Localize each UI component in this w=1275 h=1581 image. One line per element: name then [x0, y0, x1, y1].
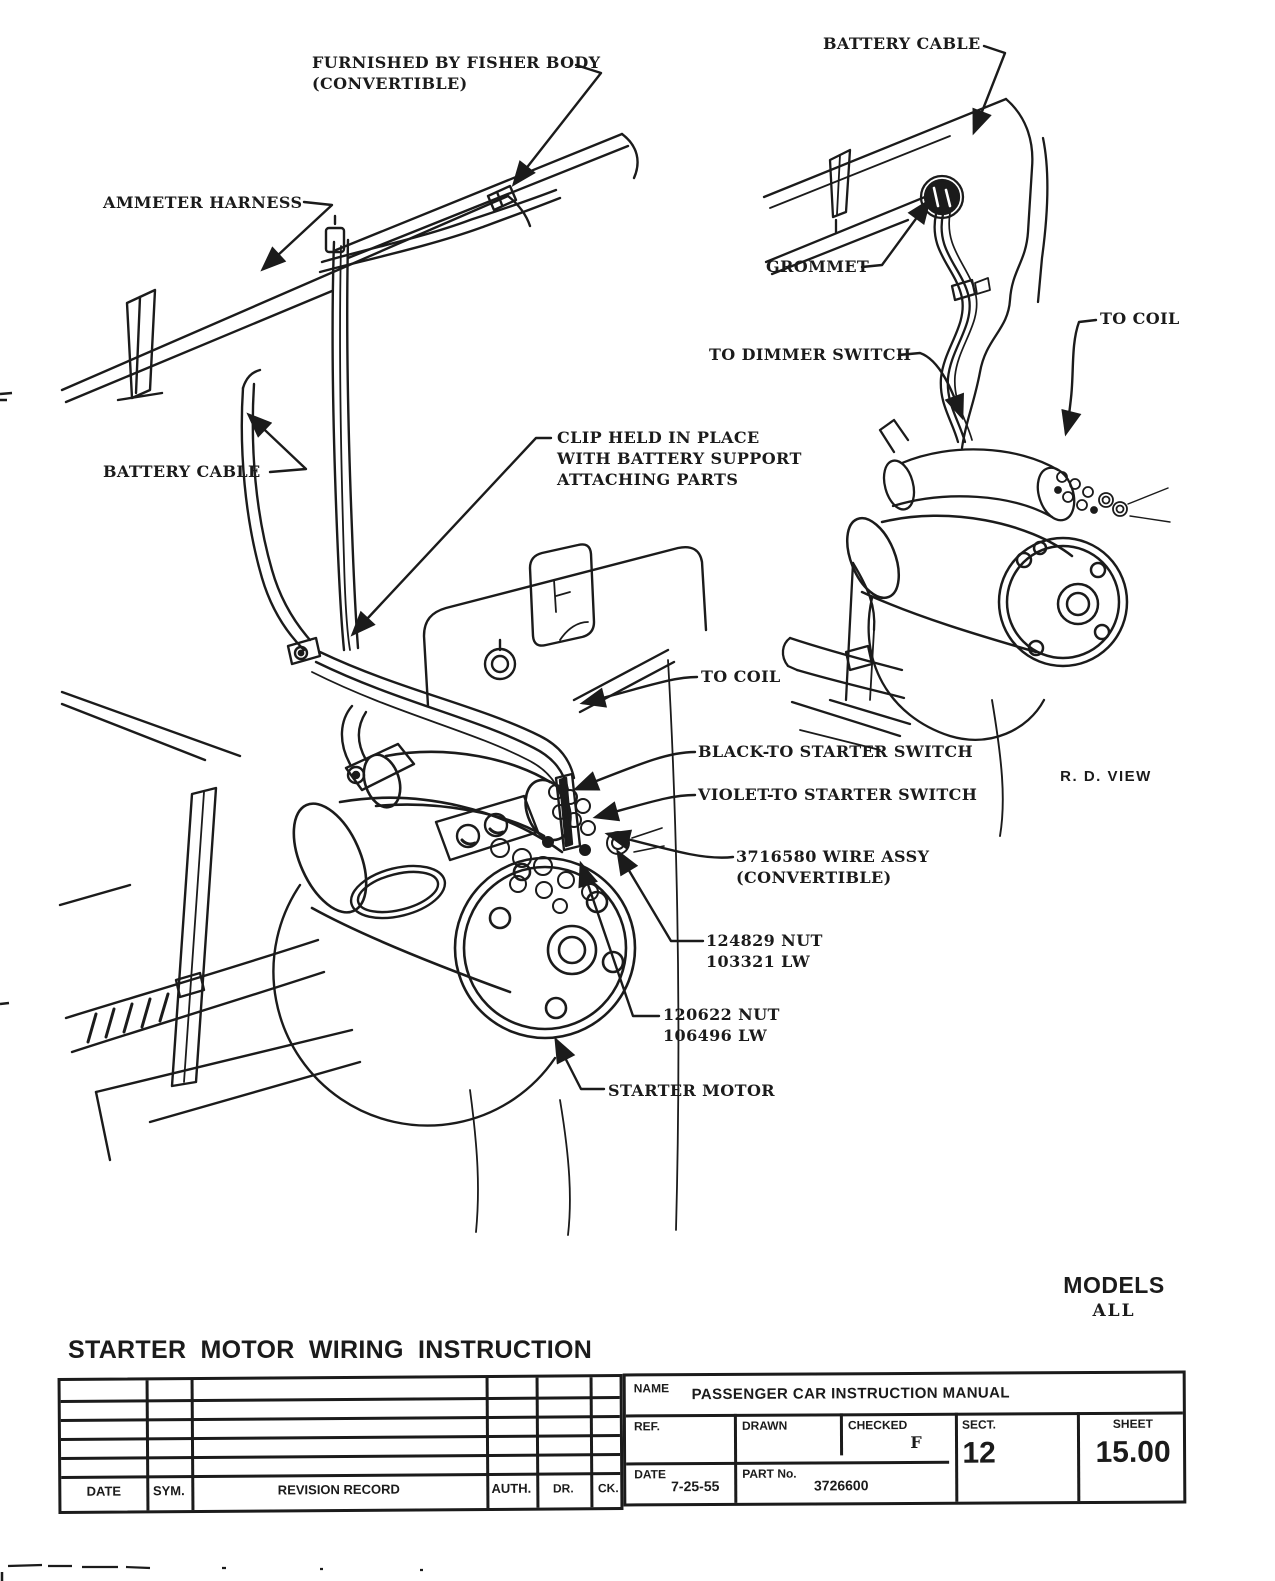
date-value: 7-25-55	[671, 1477, 720, 1495]
label-grommet: GROMMET	[766, 257, 870, 276]
table-row-line	[626, 1461, 949, 1465]
checked-label: CHECKED	[847, 1417, 908, 1433]
leader-to-coil-right	[1066, 320, 1096, 433]
label-furnished-by-fisher-body: FURNISHED BY FISHER BODY (CONVERTIBLE)	[312, 53, 601, 93]
label-battery-cable-right: BATTERY CABLE	[823, 34, 981, 53]
label-violet-to-starter-switch: VIOLET-TO STARTER SWITCH	[698, 785, 978, 804]
leader-starter-motor	[556, 1040, 604, 1089]
battery-cable-shape	[242, 388, 304, 650]
main-view-drawing	[60, 134, 706, 1235]
label-to-dimmer-switch: TO DIMMER SWITCH	[709, 345, 912, 364]
name-value: PASSENGER CAR INSTRUCTION MANUAL	[691, 1384, 1010, 1404]
sheet-value: 15.00	[1095, 1435, 1171, 1469]
cowl-vent-shape	[127, 290, 155, 398]
rd-terminal-cluster-shape	[1055, 472, 1170, 522]
date-label: DATE	[634, 1467, 667, 1482]
label-black-to-starter-switch: BLACK-TO STARTER SWITCH	[698, 742, 974, 761]
rd-starter-motor-shape	[837, 511, 1127, 666]
leader-nut-upper	[618, 852, 703, 941]
rev-col-record: REVISION RECORD	[277, 1481, 400, 1498]
label-to-coil-right: TO COIL	[1100, 309, 1180, 328]
rev-col-ck: CK.	[597, 1481, 619, 1496]
label-starter-motor: STARTER MOTOR	[608, 1081, 775, 1100]
leader-violet-switch	[596, 795, 695, 817]
label-to-coil-left: TO COIL	[701, 667, 781, 686]
title-block	[623, 1371, 1187, 1507]
rev-col-sym: SYM.	[152, 1483, 185, 1499]
label-nut-120622: 120622 NUT 106496 LW	[663, 1005, 780, 1045]
grommet-shape	[925, 180, 959, 214]
ref-label: REF.	[633, 1419, 660, 1434]
label-wire-assy: 3716580 WIRE ASSY (CONVERTIBLE)	[736, 847, 930, 887]
label-nut-124829: 124829 NUT 103321 LW	[706, 931, 823, 971]
table-divider	[840, 1413, 843, 1455]
drawn-label: DRAWN	[741, 1418, 788, 1433]
label-clip-held-in-place: CLIP HELD IN PLACE WITH BATTERY SUPPORT ATTACHING PARTS	[557, 428, 802, 489]
models-value: ALL	[1092, 1301, 1136, 1321]
rev-col-dr: DR.	[552, 1481, 574, 1496]
part-label: PART No.	[742, 1466, 797, 1481]
checked-value: F	[910, 1432, 922, 1452]
leader-battery-cable-right	[974, 46, 1005, 132]
rd-view-caption: R. D. VIEW	[1060, 768, 1152, 785]
drawing-title: STARTER MOTOR WIRING INSTRUCTION	[68, 1336, 593, 1364]
part-value: 3726600	[813, 1477, 869, 1494]
sect-label: SECT.	[961, 1417, 996, 1432]
sect-value: 12	[962, 1436, 996, 1470]
label-battery-cable-left: BATTERY CABLE	[103, 462, 261, 481]
rd-view-drawing	[764, 99, 1170, 836]
rev-col-date: DATE	[86, 1483, 122, 1499]
models-note	[1058, 1272, 1170, 1321]
models-title: MODELS	[1063, 1272, 1165, 1298]
leader-clip	[353, 438, 551, 634]
sheet-label: SHEET	[1112, 1416, 1153, 1431]
main-view-leader-arrows	[249, 65, 733, 1089]
rev-col-auth: AUTH.	[491, 1480, 532, 1496]
name-label: NAME	[633, 1381, 670, 1396]
label-ammeter-harness: AMMETER HARNESS	[103, 193, 303, 212]
leader-black-switch	[576, 752, 695, 789]
revision-record-table	[58, 1374, 624, 1514]
